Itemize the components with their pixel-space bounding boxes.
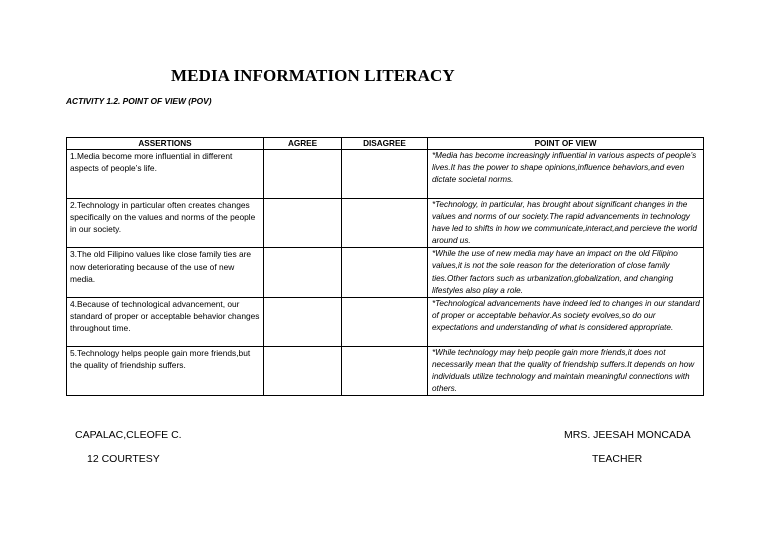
- assertion-cell: 4.Because of technological advancement, our standard of proper or acceptable behavior changes throughout time.: [67, 297, 264, 346]
- point-of-view-cell: *Technology, in particular, has brought about significant changes in the values and norms of our society.The rapid advancements in technology have led to shifts in how we communicate,interact,and percieve the world around us.: [428, 199, 704, 248]
- student-name: CAPALAC,CLEOFE C.: [75, 429, 182, 441]
- assertion-cell: 5.Technology helps people gain more friends,but the quality of friendship suffers.: [67, 346, 264, 395]
- assertion-cell: 2.Technology in particular often creates changes specifically on the values and norms of the people in our society.: [67, 199, 264, 248]
- point-of-view-cell: *While the use of new media may have an impact on the old Filipino values,it is not the sole reason for the deterioration of close family ties.Other factors such as urbanization,globalization, and changing lifestyles also play a role.: [428, 248, 704, 297]
- student-section: 12 COURTESY: [87, 453, 160, 465]
- table-row: [67, 346, 704, 395]
- point-of-view-cell: *Media has become increasingly influential in various aspects of people’s lives.It has the power to shape opinions,influence behaviors,and even dictate societal norms.: [428, 150, 704, 199]
- table-header-row: [67, 138, 704, 150]
- header-assertions: ASSERTIONS: [67, 138, 264, 150]
- agree-cell: [264, 297, 342, 346]
- agree-cell: [264, 199, 342, 248]
- document-title: MEDIA INFORMATION LITERACY: [171, 66, 455, 85]
- disagree-cell: [342, 150, 428, 199]
- assertion-cell: 1.Media become more influential in different aspects of people’s life.: [67, 150, 264, 199]
- activity-subtitle: ACTIVITY 1.2. POINT OF VIEW (POV): [66, 96, 212, 106]
- agree-cell: [264, 346, 342, 395]
- table-row: [67, 248, 704, 297]
- header-agree: AGREE: [264, 138, 342, 150]
- assertion-cell: 3.The old Filipino values like close family ties are now deteriorating because of the use of new media.: [67, 248, 264, 297]
- disagree-cell: [342, 346, 428, 395]
- pov-table: [66, 137, 704, 396]
- agree-cell: [264, 150, 342, 199]
- agree-cell: [264, 248, 342, 297]
- table-row: [67, 150, 704, 199]
- teacher-name: MRS. JEESAH MONCADA: [564, 429, 691, 441]
- disagree-cell: [342, 248, 428, 297]
- disagree-cell: [342, 297, 428, 346]
- table-row: [67, 297, 704, 346]
- header-point-of-view: POINT OF VIEW: [428, 138, 704, 150]
- table-row: [67, 199, 704, 248]
- teacher-role: TEACHER: [592, 453, 643, 465]
- point-of-view-cell: *Technological advancements have indeed led to changes in our standard of proper or acceptable behavior.As society evolves,so do our expectations and understanding of what is considered appropriate.: [428, 297, 704, 346]
- header-disagree: DISAGREE: [342, 138, 428, 150]
- disagree-cell: [342, 199, 428, 248]
- point-of-view-cell: *While technology may help people gain more friends,it does not necessarily mean that the quality of friendship suffers.It depends on how individuals utilize technology and maintain meaningful connections with others.: [428, 346, 704, 395]
